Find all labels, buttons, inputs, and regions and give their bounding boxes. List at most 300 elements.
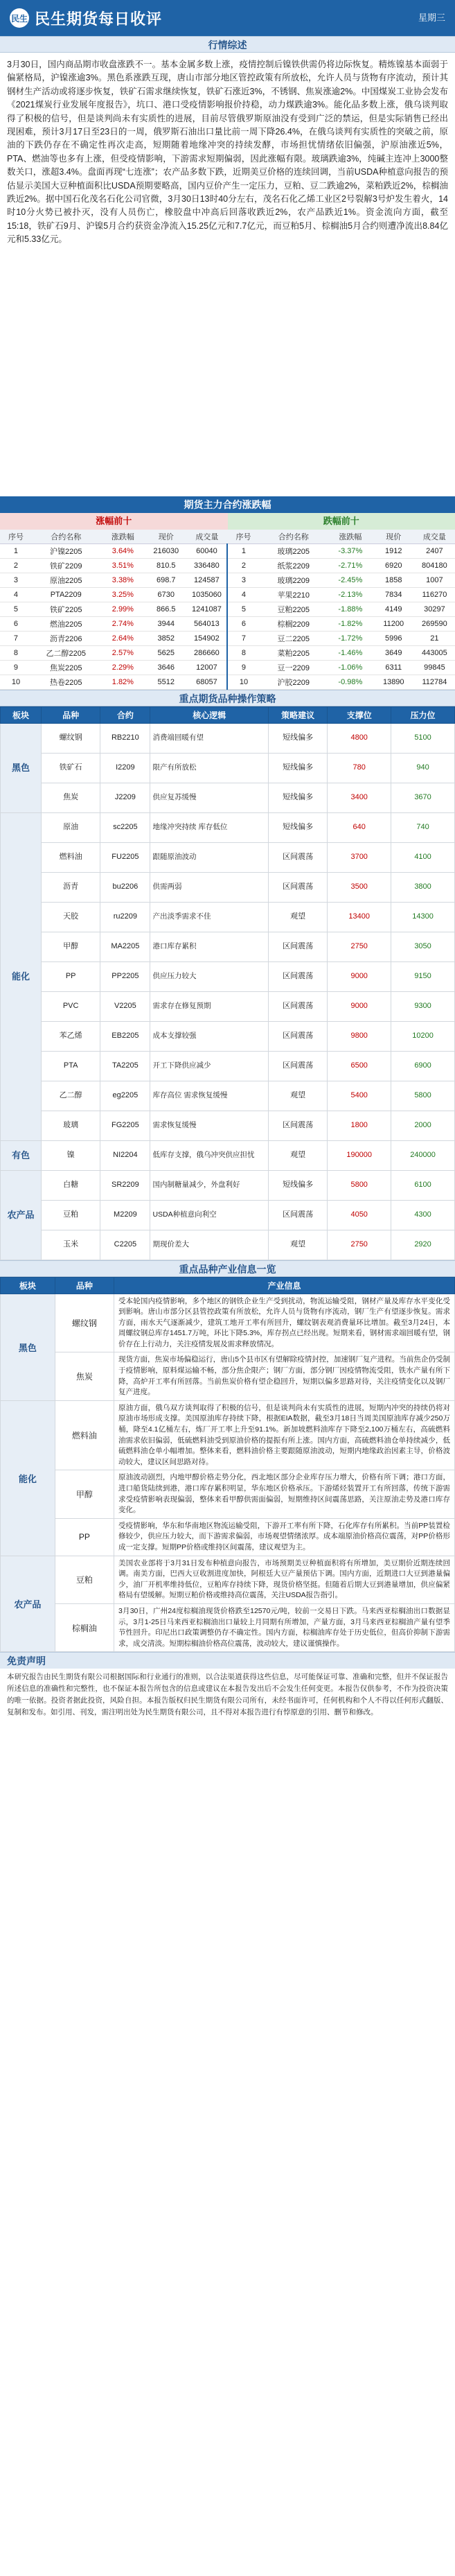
- loser-pct: -1.82%: [328, 616, 373, 631]
- variety: 豆粕: [42, 1200, 100, 1230]
- industry-info: 美国农业部将于3月31日发布种植意向报告，市场预期美豆种植面积将有所增加，美豆期价近期连续回调。南美方面，巴西大豆收割进度加快，阿根廷大豆产量预估下调。国内方面，近期进口大豆到港量偏少，油厂开机率维持低位，豆粕库存持续下降，现货价格坚挺。但随着后期大豆到港量增加，供应偏紧格局有望缓解。短期豆粕价格或维持高位震荡，关注USDA报告指引。: [114, 1556, 454, 1603]
- table-row: [0, 558, 455, 573]
- contract: FU2205: [100, 842, 150, 872]
- support-level: 2750: [328, 932, 391, 961]
- gainer-pct: 2.64%: [100, 631, 146, 645]
- resistance-level: 10200: [391, 1021, 455, 1051]
- strategy-advice: 短线偏多: [269, 812, 328, 842]
- resistance-level: 3800: [391, 872, 455, 902]
- table-row: [1, 902, 455, 932]
- resistance-level: 5800: [391, 1081, 455, 1111]
- gainer-pct: 3.25%: [100, 587, 146, 602]
- gainer-vol: 154902: [186, 631, 227, 645]
- loser-price: 13890: [373, 675, 414, 689]
- gains-losses-table: [0, 530, 455, 690]
- table-row: [0, 587, 455, 602]
- review-section-title: 行情综述: [0, 36, 455, 53]
- resistance-level: 2920: [391, 1230, 455, 1260]
- gainer-name: 原油2205: [32, 573, 100, 587]
- industry-info: 受本轮国内疫情影响，多个地区的钢铁企业生产受到扰动，物流运输受阻，钢材产量及库存水平变化受到影响。唐山市部分区县管控政策有所放松，允许人员与货物有序流动，钢厂生产有望逐步恢复。需求方面，雨水天气逐渐减少，建筑工地开工率有所回升，螺纹钢表观消费量环比增加。截至3月24日，本周螺纹钢总库存1451.7万吨，环比下降5.3%，库存拐点已经出现。短期来看，钢材需求端回暖有望，钢价存在上行动力，关注疫情发展及需求释放情况。: [114, 1294, 454, 1352]
- core-logic: 库存高位 需求恢复缓慢: [150, 1081, 269, 1111]
- industry-info: 现货方面，焦炭市场偏稳运行，唐山5个县市区有望解除疫情封控，加速钢厂复产进程。当前焦企仍受制于疫情影响，原料煤运输不畅，部分焦企限产；钢厂方面，部分钢厂因疫情物流受阻，铁水产量有所下降，高炉开工率有所回落。当前焦炭价格有望企稳回升，短期以偏多思路对待，关注疫情变化以及钢厂复产进度。: [114, 1352, 454, 1400]
- strategy-column-headers: [1, 706, 455, 723]
- variety: 焦炭: [42, 783, 100, 812]
- gainer-pct: 2.29%: [100, 660, 146, 675]
- sector-label: 农产品: [1, 1556, 55, 1652]
- gainer-pct: 2.57%: [100, 645, 146, 660]
- gainer-vol: 286660: [186, 645, 227, 660]
- loser-rank: 8: [227, 645, 259, 660]
- support-level: 5800: [328, 1170, 391, 1200]
- gainer-price: 810.5: [145, 558, 186, 573]
- variety: PTA: [42, 1051, 100, 1081]
- support-level: 3500: [328, 872, 391, 902]
- variety: 苯乙烯: [42, 1021, 100, 1051]
- table-row: [1, 961, 455, 991]
- column-header: 压力位: [391, 706, 455, 723]
- strategy-advice: 观望: [269, 1140, 328, 1170]
- strategy-advice: 区间震荡: [269, 1021, 328, 1051]
- gainer-name: 焦炭2205: [32, 660, 100, 675]
- loser-price: 3649: [373, 645, 414, 660]
- variety: 天胶: [42, 902, 100, 932]
- sector-label: 黑色: [1, 723, 42, 812]
- loser-vol: 116270: [414, 587, 455, 602]
- loser-rank: 3: [227, 573, 259, 587]
- loser-name: 豆粕2205: [259, 602, 328, 616]
- strategy-advice: 区间震荡: [269, 961, 328, 991]
- table-row: [1, 872, 455, 902]
- loser-vol: 30297: [414, 602, 455, 616]
- loser-vol: 804180: [414, 558, 455, 573]
- support-level: 5400: [328, 1081, 391, 1111]
- table-row: [1, 842, 455, 872]
- contract: eg2205: [100, 1081, 150, 1111]
- disclaimer-title: 免责声明: [0, 1652, 455, 1669]
- resistance-level: 240000: [391, 1140, 455, 1170]
- loser-rank: 7: [227, 631, 259, 645]
- core-logic: 产出淡季需求不佳: [150, 902, 269, 932]
- variety: 螺纹钢: [55, 1294, 114, 1352]
- table-row: [1, 1200, 455, 1230]
- gainer-rank: 8: [0, 645, 32, 660]
- column-header: 板块: [1, 706, 42, 723]
- table-row: [0, 602, 455, 616]
- strategy-advice: 区间震荡: [269, 991, 328, 1021]
- industry-info: 受疫情影响，华东和华南地区物流运输受阻，下游开工率有所下降，石化库存有所累积。当前PP装置检修较少，供应压力较大，而下游需求偏弱，市场观望情绪浓厚。成本端原油价格高位震荡，对PP价格形成一定支撑。短期PP价格或维持区间震荡，建议观望为主。: [114, 1518, 454, 1556]
- strategy-advice: 短线偏多: [269, 1170, 328, 1200]
- gainer-rank: 6: [0, 616, 32, 631]
- contract: sc2205: [100, 812, 150, 842]
- gainer-name: 热卷2205: [32, 675, 100, 689]
- table-row: [0, 660, 455, 675]
- industry-table: [0, 1277, 455, 1653]
- gainer-name: 铁矿2209: [32, 558, 100, 573]
- loser-rank: 9: [227, 660, 259, 675]
- loser-name: 豆二2205: [259, 631, 328, 645]
- column-header: 支撑位: [328, 706, 391, 723]
- variety: 燃料油: [42, 842, 100, 872]
- support-level: 6500: [328, 1051, 391, 1081]
- report-header: [0, 0, 455, 36]
- contract: EB2205: [100, 1021, 150, 1051]
- loser-pct: -1.88%: [328, 602, 373, 616]
- support-level: 4800: [328, 723, 391, 753]
- support-level: 13400: [328, 902, 391, 932]
- table-row: [0, 645, 455, 660]
- table-row: [1, 723, 455, 753]
- variety: 甲醇: [55, 1470, 114, 1518]
- gainer-name: 乙二醇2205: [32, 645, 100, 660]
- strategy-table: [0, 706, 455, 1260]
- table-row: [0, 573, 455, 587]
- variety: PVC: [42, 991, 100, 1021]
- resistance-level: 940: [391, 753, 455, 783]
- loser-pct: -2.71%: [328, 558, 373, 573]
- gainer-price: 3852: [145, 631, 186, 645]
- resistance-level: 6100: [391, 1170, 455, 1200]
- strategy-advice: 观望: [269, 1230, 328, 1260]
- loser-vol: 99845: [414, 660, 455, 675]
- top-losers-label: 跌幅前十: [228, 513, 455, 530]
- strategy-advice: 区间震荡: [269, 1051, 328, 1081]
- table-row: [1, 932, 455, 961]
- gainer-vol: 1241087: [186, 602, 227, 616]
- gainer-pct: 2.99%: [100, 602, 146, 616]
- loser-pct: -3.37%: [328, 543, 373, 558]
- loser-name: 玻璃2205: [259, 543, 328, 558]
- column-header: 合约名称: [259, 530, 328, 543]
- strategy-advice: 区间震荡: [269, 932, 328, 961]
- support-level: 3400: [328, 783, 391, 812]
- gainer-rank: 7: [0, 631, 32, 645]
- variety: 沥青: [42, 872, 100, 902]
- loser-rank: 1: [227, 543, 259, 558]
- gainer-pct: 3.51%: [100, 558, 146, 573]
- column-header: 成交量: [414, 530, 455, 543]
- table-row: [1, 753, 455, 783]
- sector-label: 有色: [1, 1140, 42, 1170]
- loser-pct: -2.13%: [328, 587, 373, 602]
- gainer-rank: 1: [0, 543, 32, 558]
- company-logo: 民生: [10, 8, 29, 28]
- contract: RB2210: [100, 723, 150, 753]
- loser-vol: 269590: [414, 616, 455, 631]
- loser-vol: 443005: [414, 645, 455, 660]
- table-row: [1, 1140, 455, 1170]
- core-logic: 供需两弱: [150, 872, 269, 902]
- resistance-level: 3050: [391, 932, 455, 961]
- support-level: 190000: [328, 1140, 391, 1170]
- column-header: 合约: [100, 706, 150, 723]
- strategy-advice: 观望: [269, 1081, 328, 1111]
- loser-pct: -0.98%: [328, 675, 373, 689]
- gains-losses-column-headers: [0, 530, 455, 543]
- loser-name: 棕榈2209: [259, 616, 328, 631]
- core-logic: 港口库存累积: [150, 932, 269, 961]
- contract: C2205: [100, 1230, 150, 1260]
- loser-pct: -1.72%: [328, 631, 373, 645]
- core-logic: USDA种植意向利空: [150, 1200, 269, 1230]
- strategy-advice: 短线偏多: [269, 783, 328, 812]
- table-row: [1, 1470, 455, 1518]
- table-row: [1, 1081, 455, 1111]
- core-logic: 供应复苏缓慢: [150, 783, 269, 812]
- gainer-price: 3944: [145, 616, 186, 631]
- resistance-level: 740: [391, 812, 455, 842]
- gainer-price: 3646: [145, 660, 186, 675]
- loser-price: 1912: [373, 543, 414, 558]
- column-header: 现价: [145, 530, 186, 543]
- loser-name: 沪胶2209: [259, 675, 328, 689]
- contract: TA2205: [100, 1051, 150, 1081]
- variety: 豆粕: [55, 1556, 114, 1603]
- loser-price: 6920: [373, 558, 414, 573]
- column-header: 核心逻辑: [150, 706, 269, 723]
- variety: PP: [55, 1518, 114, 1556]
- column-header: 品种: [55, 1277, 114, 1294]
- core-logic: 需求恢复缓慢: [150, 1111, 269, 1140]
- column-header: 合约名称: [32, 530, 100, 543]
- resistance-level: 5100: [391, 723, 455, 753]
- column-header: 成交量: [186, 530, 227, 543]
- loser-price: 11200: [373, 616, 414, 631]
- column-header: 现价: [373, 530, 414, 543]
- industry-column-headers: [1, 1277, 455, 1294]
- core-logic: 限产有所放松: [150, 753, 269, 783]
- table-row: [1, 812, 455, 842]
- loser-price: 6311: [373, 660, 414, 675]
- table-row: [0, 675, 455, 689]
- report-weekday: 星期三: [418, 12, 445, 23]
- loser-rank: 10: [227, 675, 259, 689]
- variety: 棕榈油: [55, 1603, 114, 1651]
- table-row: [1, 1352, 455, 1400]
- sector-label: 黑色: [1, 1294, 55, 1400]
- loser-price: 7834: [373, 587, 414, 602]
- core-logic: 需求存在修复预期: [150, 991, 269, 1021]
- gainer-vol: 12007: [186, 660, 227, 675]
- loser-name: 菜粕2205: [259, 645, 328, 660]
- table-row: [1, 1230, 455, 1260]
- loser-rank: 4: [227, 587, 259, 602]
- gainer-rank: 10: [0, 675, 32, 689]
- table-row: [1, 1021, 455, 1051]
- gainer-name: PTA2209: [32, 587, 100, 602]
- gainer-name: 铁矿2205: [32, 602, 100, 616]
- resistance-level: 2000: [391, 1111, 455, 1140]
- loser-name: 豆一2209: [259, 660, 328, 675]
- loser-name: 苹果2210: [259, 587, 328, 602]
- gainer-vol: 336480: [186, 558, 227, 573]
- support-level: 780: [328, 753, 391, 783]
- loser-price: 5996: [373, 631, 414, 645]
- loser-pct: -1.46%: [328, 645, 373, 660]
- market-review-text: 3月30日，国内商品期市收盘涨跌不一。基本金属多数上涨，疫情控制后镍铁供需仍将边际恢复。精炼镍基本面弱于偏紧格局，沪镍涨逾3%。黑色系涨跌互现，唐山市部分地区管控政策有所放松，允许人员与货物有序流动，预计其钢材生产活动或将逐步恢复，铁矿石需求继续恢复，铁矿石涨近3%，不锈钢、焦炭涨逾2%。中国煤炭工业协会发布《2021煤炭行业发展年度报告》，坑口、港口受疫情影响报价持稳，动力煤跌逾3%。能化品多数上涨，俄乌谈判取得了积极的信号，但是谈判尚未有实质性的进展，目前尽管俄罗斯原油没有受到广泛的禁运，但是实际销售已经出现困难，预计3月17日至23日的一周，俄罗斯石油出口量比前一周下降26.4%，在俄乌谈判有实质性的突破之前，原油的下跌仍存在不确定性再次走高，短期随着地缘冲突的持续发酵，市场担忧情绪依旧偏强，沪原油涨近5%，PTA、燃油等也多有上涨，但受疫情影响，下游需求短期偏弱，因此涨幅有限。玻璃跌逾3%，纯碱主连冲上3000整数关口，涨超3.4%。盘面再现“七连涨”；农产品多数下跌，近期美豆价格的连续回调，当前USDA种植意向报告的预估显示美国大豆种植面积比USDA预期要略高，国内豆价产生一定压力，豆粕、豆二跌逾2%，菜粕跌近2%，棕榈油跌近2%。据中国石化茂名石化公司官微，3月30日13时40分左右，茂名石化乙烯工业区2号裂解3号炉发生着火，14时10分火势已被扑灭，没有人员伤亡，橡胶盘中冲高后回落收跌近2%，农产品跌近1%。资金流向方面，截至15:18，铁矿石9月、沪镍5月合约获资金净流入15.25亿元和7.7亿元，而豆粕5月、棕榈油5月合约则遭净流出8.84亿元和5.33亿元。: [7, 60, 448, 245]
- gainer-rank: 2: [0, 558, 32, 573]
- disclaimer-text: 本研究报告由民生期货有限公司根据国际和行业通行的准则，以合法渠道获得这些信息，尽可能保证可靠、准确和完整，但并不保证报告所述信息的准确性和完整性，也不保证本报告所包含的信息或建议在本报告发出后不会发生任何变更。本报告仅供参考，不作为投资决策的唯一依据。投资者据此投资，风险自担。本报告版权归民生期货有限公司所有，未经书面许可，任何机构和个人不得以任何形式翻版、复制和发布。如引用、刊发，需注明出处为民生期货有限公司，且不得对本报告进行有悖原意的引用、删节和修改。: [7, 1673, 448, 1717]
- industry-section-title: 重点品种产业信息一览: [0, 1260, 455, 1277]
- resistance-level: 9300: [391, 991, 455, 1021]
- strategy-advice: 观望: [269, 902, 328, 932]
- gainer-name: 燃油2205: [32, 616, 100, 631]
- core-logic: 低库存支撑，俄乌冲突供应担忧: [150, 1140, 269, 1170]
- report-title: 民生期货每日收评: [35, 10, 163, 28]
- contract: V2205: [100, 991, 150, 1021]
- loser-vol: 112784: [414, 675, 455, 689]
- loser-price: 4149: [373, 602, 414, 616]
- support-level: 9800: [328, 1021, 391, 1051]
- table-row: [0, 543, 455, 558]
- gainer-price: 866.5: [145, 602, 186, 616]
- column-header: 策略建议: [269, 706, 328, 723]
- brand: [10, 8, 162, 29]
- column-header: 产业信息: [114, 1277, 454, 1294]
- industry-info: 原油波动剧烈，内地甲醇价格走势分化，西北地区部分企业库存压力增大，价格有所下调；港口方面，进口船货陆续到港，港口库存累积明显，华东地区价格承压。下游烯烃装置开工有所回落，传统下游需求受疫情影响表现偏弱，整体来看甲醇供需面偏弱，短期维持区间震荡思路，关注原油走势及港口库存变化。: [114, 1470, 454, 1518]
- contract: FG2205: [100, 1111, 150, 1140]
- loser-price: 1858: [373, 573, 414, 587]
- industry-rows: [1, 1294, 455, 1652]
- resistance-level: 4300: [391, 1200, 455, 1230]
- table-row: [0, 616, 455, 631]
- gainer-vol: 68057: [186, 675, 227, 689]
- contract: SR2209: [100, 1170, 150, 1200]
- support-level: 1800: [328, 1111, 391, 1140]
- column-header: 涨跌幅: [328, 530, 373, 543]
- strategy-rows: [1, 723, 455, 1260]
- variety: 乙二醇: [42, 1081, 100, 1111]
- core-logic: 地缘冲突持续 库存低位: [150, 812, 269, 842]
- gainer-vol: 564013: [186, 616, 227, 631]
- variety: 镍: [42, 1140, 100, 1170]
- strategy-advice: 区间震荡: [269, 872, 328, 902]
- table-row: [1, 1294, 455, 1352]
- gainer-pct: 3.38%: [100, 573, 146, 587]
- core-logic: 开工下降供应减少: [150, 1051, 269, 1081]
- contract: MA2205: [100, 932, 150, 961]
- contract: PP2205: [100, 961, 150, 991]
- gainer-rank: 4: [0, 587, 32, 602]
- variety: 燃料油: [55, 1400, 114, 1470]
- gainer-rank: 5: [0, 602, 32, 616]
- gainer-pct: 1.82%: [100, 675, 146, 689]
- loser-rank: 5: [227, 602, 259, 616]
- support-level: 3700: [328, 842, 391, 872]
- table-row: [1, 1400, 455, 1470]
- strategy-advice: 区间震荡: [269, 842, 328, 872]
- table-row: [1, 1603, 455, 1651]
- contract: J2209: [100, 783, 150, 812]
- resistance-level: 14300: [391, 902, 455, 932]
- contract: bu2206: [100, 872, 150, 902]
- table-row: [1, 783, 455, 812]
- resistance-level: 6900: [391, 1051, 455, 1081]
- support-level: 640: [328, 812, 391, 842]
- table-row: [1, 1556, 455, 1603]
- gains-losses-title: 期货主力合约涨跌幅: [0, 496, 455, 513]
- gainer-vol: 1035060: [186, 587, 227, 602]
- gainer-name: 沥青2206: [32, 631, 100, 645]
- strategy-advice: 区间震荡: [269, 1200, 328, 1230]
- sector-label: 能化: [1, 812, 42, 1140]
- resistance-level: 4100: [391, 842, 455, 872]
- industry-info: 3月30日，广州24度棕榈油现货价格跌至12570元/吨，较前一交易日下跌。马来西亚棕榈油出口数据显示，3月1-25日马来西亚棕榈油出口量较上月同期有所增加，产量方面，3月马来西亚棕榈油产量有望季节性回升。印尼出口政策调整仍存不确定性。国内方面，棕榈油库存处于历史低位，但高价抑制下游需求，成交清淡。短期棕榈油价格高位震荡，波动较大，建议谨慎操作。: [114, 1603, 454, 1651]
- support-level: 4050: [328, 1200, 391, 1230]
- contract: M2209: [100, 1200, 150, 1230]
- sector-label: 农产品: [1, 1170, 42, 1260]
- core-logic: 消费端回暖有望: [150, 723, 269, 753]
- loser-pct: -2.45%: [328, 573, 373, 587]
- resistance-level: 3670: [391, 783, 455, 812]
- strategy-advice: 短线偏多: [269, 753, 328, 783]
- gainer-vol: 60040: [186, 543, 227, 558]
- loser-rank: 6: [227, 616, 259, 631]
- strategy-advice: 短线偏多: [269, 723, 328, 753]
- core-logic: 跟随原油波动: [150, 842, 269, 872]
- loser-rank: 2: [227, 558, 259, 573]
- strategy-section-title: 重点期货品种操作策略: [0, 690, 455, 706]
- variety: 玉米: [42, 1230, 100, 1260]
- table-row: [1, 1111, 455, 1140]
- sector-label: 能化: [1, 1400, 55, 1556]
- gainer-vol: 124587: [186, 573, 227, 587]
- variety: 玻璃: [42, 1111, 100, 1140]
- gains-losses-rows: [0, 543, 455, 689]
- strategy-advice: 区间震荡: [269, 1111, 328, 1140]
- table-row: [1, 1518, 455, 1556]
- core-logic: 成本支撑较强: [150, 1021, 269, 1051]
- gains-losses-header: [0, 513, 455, 530]
- support-level: 9000: [328, 991, 391, 1021]
- gainer-price: 6730: [145, 587, 186, 602]
- support-level: 9000: [328, 961, 391, 991]
- column-header: 品种: [42, 706, 100, 723]
- industry-info: 原油方面，俄乌双方谈判取得了积极的信号，但是谈判尚未有实质性的进展，短期内冲突的持续仍将对原油市场形成支撑。美国原油库存持续下降，根据EIA数据，截至3月18日当周美国原油库存减少250万桶，降至4.1亿桶左右，炼厂开工率上升至91.1%。新加坡燃料油库存下降至2,100万桶左右，高硫燃料油需求依旧偏弱，低硫燃料油受到原油价格的提振有所上涨。国内方面，高硫燃料油仓单持续减少，低硫燃料油仓单小幅增加。整体来看，燃料油价格主要跟随原油波动，短期内地缘政治因素主导，价格波动较大，建议区间思路对待。: [114, 1400, 454, 1470]
- variety: 铁矿石: [42, 753, 100, 783]
- table-row: [0, 631, 455, 645]
- gainer-rank: 9: [0, 660, 32, 675]
- gainer-price: 216030: [145, 543, 186, 558]
- gainer-price: 698.7: [145, 573, 186, 587]
- core-logic: 供应压力较大: [150, 961, 269, 991]
- variety: 焦炭: [55, 1352, 114, 1400]
- variety: 甲醇: [42, 932, 100, 961]
- variety: PP: [42, 961, 100, 991]
- variety: 螺纹钢: [42, 723, 100, 753]
- gainer-pct: 3.64%: [100, 543, 146, 558]
- loser-name: 纸浆2209: [259, 558, 328, 573]
- top-gainers-label: 涨幅前十: [0, 513, 228, 530]
- column-header: 涨跌幅: [100, 530, 146, 543]
- contract: ru2209: [100, 902, 150, 932]
- support-level: 2750: [328, 1230, 391, 1260]
- gainer-rank: 3: [0, 573, 32, 587]
- variety: 原油: [42, 812, 100, 842]
- loser-vol: 21: [414, 631, 455, 645]
- report-date: [418, 12, 445, 24]
- column-header: 序号: [227, 530, 259, 543]
- variety: 白糖: [42, 1170, 100, 1200]
- column-header: 板块: [1, 1277, 55, 1294]
- core-logic: 期现价差大: [150, 1230, 269, 1260]
- table-row: [1, 1051, 455, 1081]
- gainer-price: 5512: [145, 675, 186, 689]
- contract: I2209: [100, 753, 150, 783]
- loser-name: 玻璃2209: [259, 573, 328, 587]
- core-logic: 国内制糖量减少，外盘利好: [150, 1170, 269, 1200]
- loser-pct: -1.06%: [328, 660, 373, 675]
- gainer-price: 5625: [145, 645, 186, 660]
